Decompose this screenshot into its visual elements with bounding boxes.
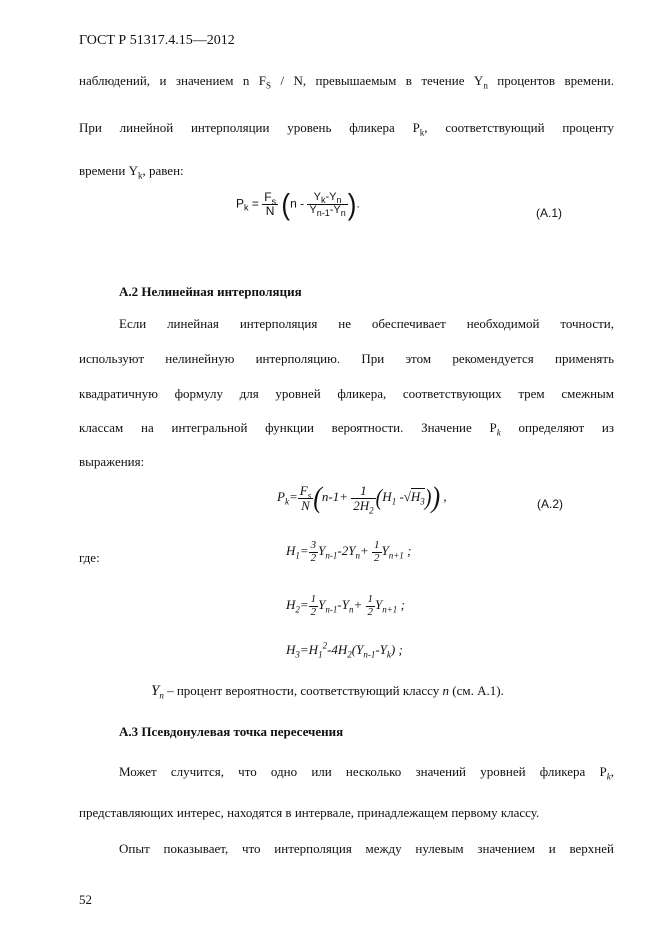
paragraph-line: используют нелинейную интерполяцию. При этом рекомендуется применять — [79, 351, 614, 366]
equation-number: (A.2) — [537, 497, 564, 511]
equation-h3: $H_3=H_1^2-4H_2(Y_{n-1}-Y_k)$ ; — [286, 640, 403, 660]
equation-a2: $P_k=$ $\frac{F_s}{N}$ (n-1+ $\frac{1}{2H_2}$ ($H_1$ $-√H_3$)) , — [277, 480, 447, 516]
paragraph-line: классам на интегральной функции вероятности. Значение $P_k$ определяют из — [79, 420, 614, 438]
document-header: ГОСТ Р 51317.4.15—2012 — [79, 33, 235, 48]
equation-h1: $H_1=$ $\frac{3}{2}$ $Y_{n-1}-2Y_n+$ $\frac{1}{2}$ $Y_{n+1}$ ; — [286, 539, 412, 564]
paragraph-line: квадратичную формулу для уровней фликера, соответствующих трем смежным — [79, 386, 614, 401]
equation-a1: $P_k$ = $\frac{F_s}{N}$ (n - $\frac{Y_k-Y_n}{Y_{n-1}-Y_n}$ ). — [236, 186, 360, 222]
equation-number: (A.1) — [536, 206, 563, 220]
paragraph-line: представляющих интерес, находятся в интервале, принадлежащем первому классу. — [79, 805, 540, 820]
paragraph-line: наблюдений, и значением n $F_S$ / N, превышаемым в течение $Y_n$ процентов времени. — [79, 73, 615, 91]
section-heading: А.3 Псевдонулевая точка пересечения — [119, 724, 344, 739]
paragraph-line: Если линейная интерполяция не обеспечивает необходимой точности, — [119, 316, 614, 331]
paragraph-line: Опыт показывает, что интерполяция между нулевым значением и верхней — [119, 841, 614, 856]
paragraph-line: Может случится, что одно или несколько значений уровней фликера $P_k$, — [119, 764, 614, 782]
paragraph-line: выражения: — [79, 454, 145, 469]
paragraph-line: При линейной интерполяции уровень фликера $P_k$, соответствующий проценту — [79, 120, 614, 138]
section-heading: А.2 Нелинейная интерполяция — [119, 284, 302, 299]
paragraph-line: времени $Y_k$, равен: — [79, 163, 184, 181]
definition-line: $Y_n$ – процент вероятности, соответствующий классу n (см. A.1). — [151, 683, 504, 701]
where-label: где: — [79, 550, 100, 565]
page-number: 52 — [79, 892, 92, 907]
equation-h2: $H_2=$ $\frac{1}{2}$ $Y_{n-1}-Y_n+$ $\frac{1}{2}$ $Y_{n+1}$ ; — [286, 593, 405, 618]
